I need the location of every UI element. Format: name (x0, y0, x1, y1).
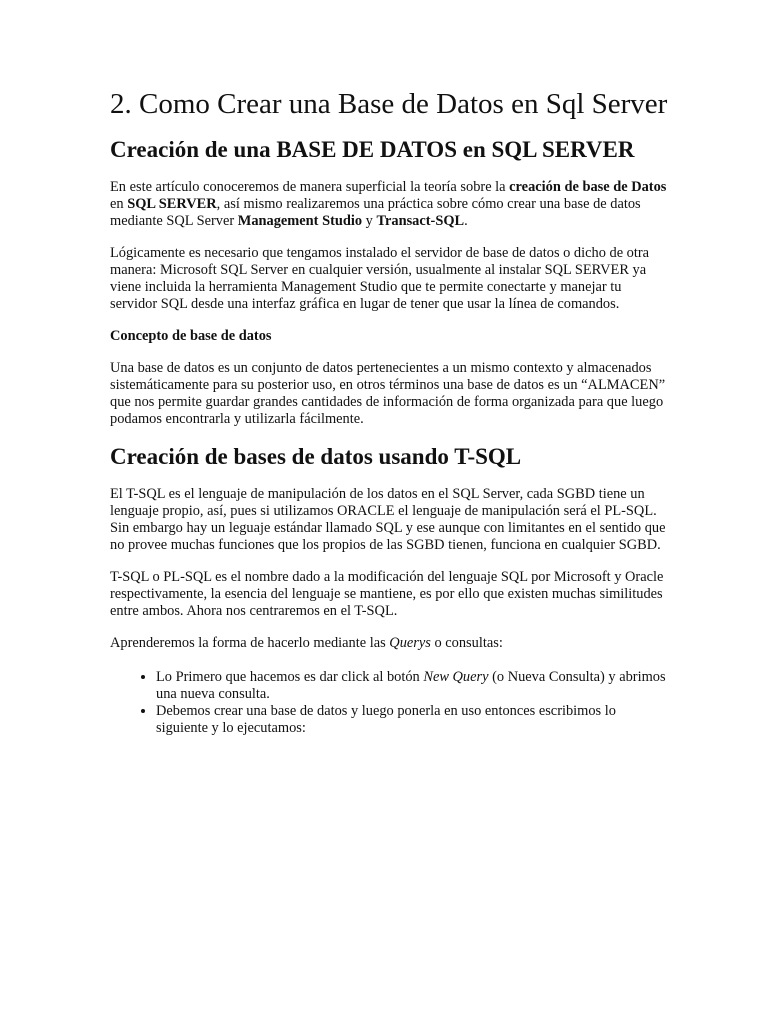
bold-text: SQL SERVER (127, 196, 217, 212)
text-run: o consultas: (430, 635, 503, 651)
text-run: , así mismo realizaremos una práctica sobre cómo crear una base de datos mediante SQL Server (110, 196, 641, 229)
text-run: y (362, 213, 377, 229)
text-run: . (464, 213, 468, 229)
document-title: 2. Como Crear una Base de Datos en Sql Server (110, 88, 668, 120)
text-run: (o Nueva Consulta) y abrimos una nueva consulta. (156, 669, 666, 702)
text-run: Aprenderemos la forma de hacerlo mediante las (110, 635, 390, 651)
bold-text: creación de base de Datos (509, 179, 667, 195)
requirements-paragraph: Lógicamente es necesario que tengamos instalado el servidor de base de datos o dicho de otra manera: Microsoft SQL Server en cualquier versión, usualmente al instalar SQL SERVER ya viene incluida la herramienta Management Studio que te permite conectarte y manejar tu servidor SQL desde una interfaz gráfica en lugar de tener que usar la línea de comandos. (110, 245, 650, 312)
tsql-paragraph: El T-SQL es el lenguaje de manipulación de los datos en el SQL Server, cada SGBD tiene un lenguaje propio, así, pues si utilizamos ORACLE el lenguaje de manipulación será el PL-SQL. Sin embargo hay un leguaje estándar llamado SQL y ese aunque con limitantes en el sentido que no provee muchas funciones que los propios de las SGBD tienen, funciona en cualquier SGBD. (110, 486, 666, 553)
text-run: Debemos crear una base de datos y luego ponerla en uso entonces escribimos lo siguiente y lo ejecutamos: (156, 703, 616, 736)
text-run: En este artículo conoceremos de manera superficial la teoría sobre la (110, 179, 510, 195)
document-content (110, 86, 670, 737)
subheading-concepto: Concepto de base de datos (110, 328, 272, 344)
tsql-plsql-paragraph: T-SQL o PL-SQL es el nombre dado a la modificación del lenguaje SQL por Microsoft y Oracle respectivamente, la esencia del lenguaje se mantiene, es por ello que existen muchas similitudes entre ambos. Ahora nos centraremos en el T-SQL. (110, 569, 664, 619)
list-item (156, 703, 670, 737)
italic-text: Querys (389, 635, 431, 651)
text-run: en (110, 196, 128, 212)
steps-list (110, 669, 670, 737)
intro-paragraph (110, 179, 670, 230)
concept-paragraph: Una base de datos es un conjunto de datos pertenecientes a un mismo contexto y almacenados sistemáticamente para su posterior uso, en otros términos una base de datos es un “ALMACEN” que nos permite guardar grandes cantidades de información de forma organizada para que luego podamos encontrarla y utilizarla fácilmente. (110, 360, 666, 427)
querys-paragraph (110, 635, 670, 652)
section-heading-tsql: Creación de bases de datos usando T-SQL (110, 444, 522, 469)
bold-text: Transact-SQL (376, 213, 465, 229)
section-heading-creacion-bd: Creación de una BASE DE DATOS en SQL SERVER (110, 137, 635, 162)
list-item (156, 669, 670, 703)
text-run: Lo Primero que hacemos es dar click al botón (156, 669, 424, 685)
italic-text: New Query (423, 669, 489, 685)
bold-text: Management Studio (237, 213, 363, 229)
